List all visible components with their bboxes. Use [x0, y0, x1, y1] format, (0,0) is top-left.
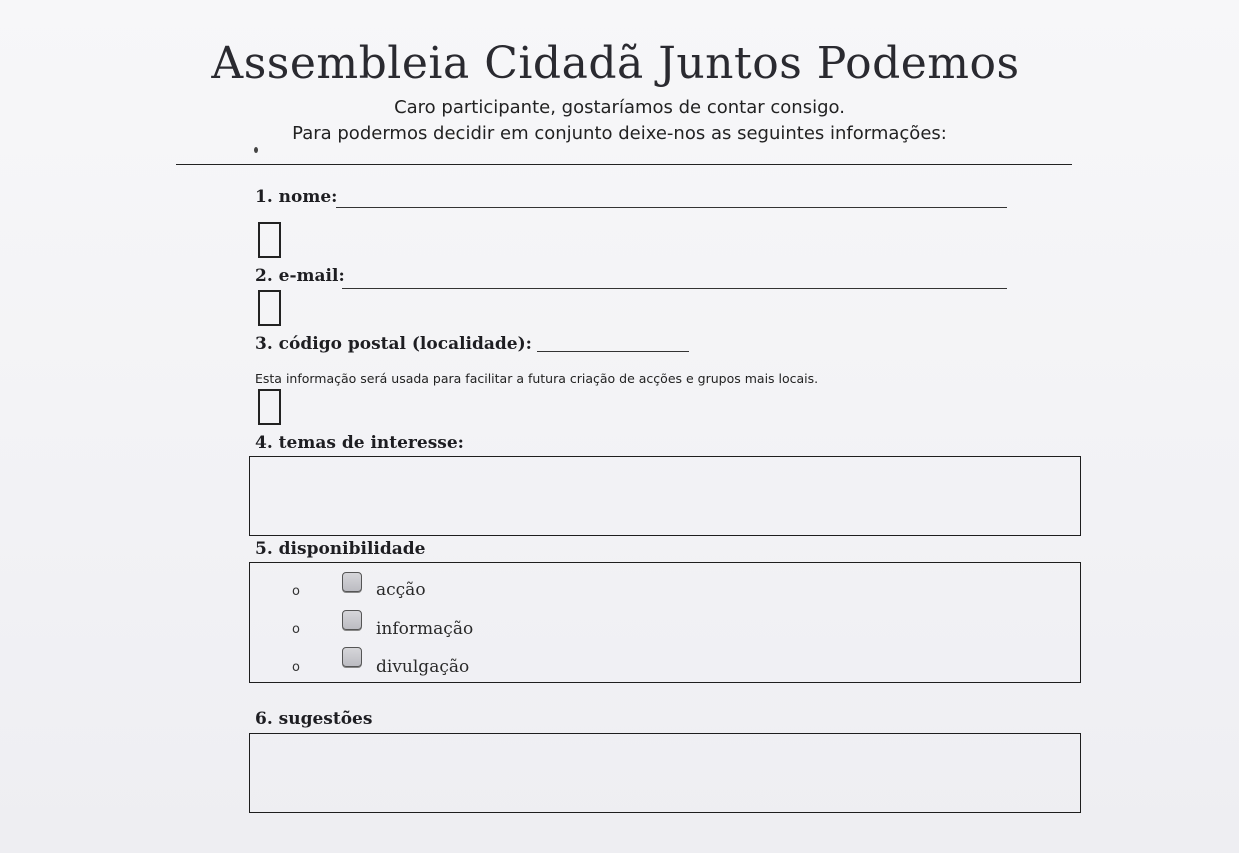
- email-input-line[interactable]: [342, 288, 1007, 289]
- accao-label: acção: [376, 580, 426, 600]
- nome-label: 1. nome:: [255, 187, 338, 207]
- option-bullet: o: [292, 584, 300, 599]
- postal-input-line[interactable]: [537, 351, 689, 352]
- disponibilidade-label: 5. disponibilidade: [255, 539, 426, 559]
- divulgacao-label: divulgação: [376, 657, 470, 677]
- email-marker-box: [258, 290, 281, 326]
- form-title: Assembleia Cidadã Juntos Podemos: [211, 38, 1020, 89]
- accao-checkbox[interactable]: [342, 572, 362, 592]
- option-bullet: o: [292, 660, 300, 675]
- email-label: 2. e-mail:: [255, 266, 345, 286]
- subtitle-line-1: Caro participante, gostaríamos de contar consigo.: [394, 97, 845, 118]
- nome-marker-box: [258, 222, 281, 258]
- informacao-checkbox[interactable]: [342, 610, 362, 630]
- sugestoes-text-box[interactable]: [249, 733, 1081, 813]
- sugestoes-label: 6. sugestões: [255, 709, 373, 729]
- disponibilidade-box: [249, 562, 1081, 683]
- temas-text-box[interactable]: [249, 456, 1081, 536]
- informacao-label: informação: [376, 619, 474, 639]
- postal-marker-box: [258, 389, 281, 425]
- ink-speck: [254, 147, 258, 153]
- subtitle-line-2: Para podermos decidir em conjunto deixe-nos as seguintes informações:: [292, 123, 947, 144]
- nome-input-line[interactable]: [336, 207, 1007, 208]
- temas-label: 4. temas de interesse:: [255, 433, 464, 453]
- divulgacao-checkbox[interactable]: [342, 647, 362, 667]
- postal-label: 3. código postal (localidade):: [255, 334, 532, 354]
- header-divider: [176, 164, 1072, 165]
- postal-note: Esta informação será usada para facilitar a futura criação de acções e grupos mais locais.: [255, 371, 819, 386]
- option-bullet: o: [292, 622, 300, 637]
